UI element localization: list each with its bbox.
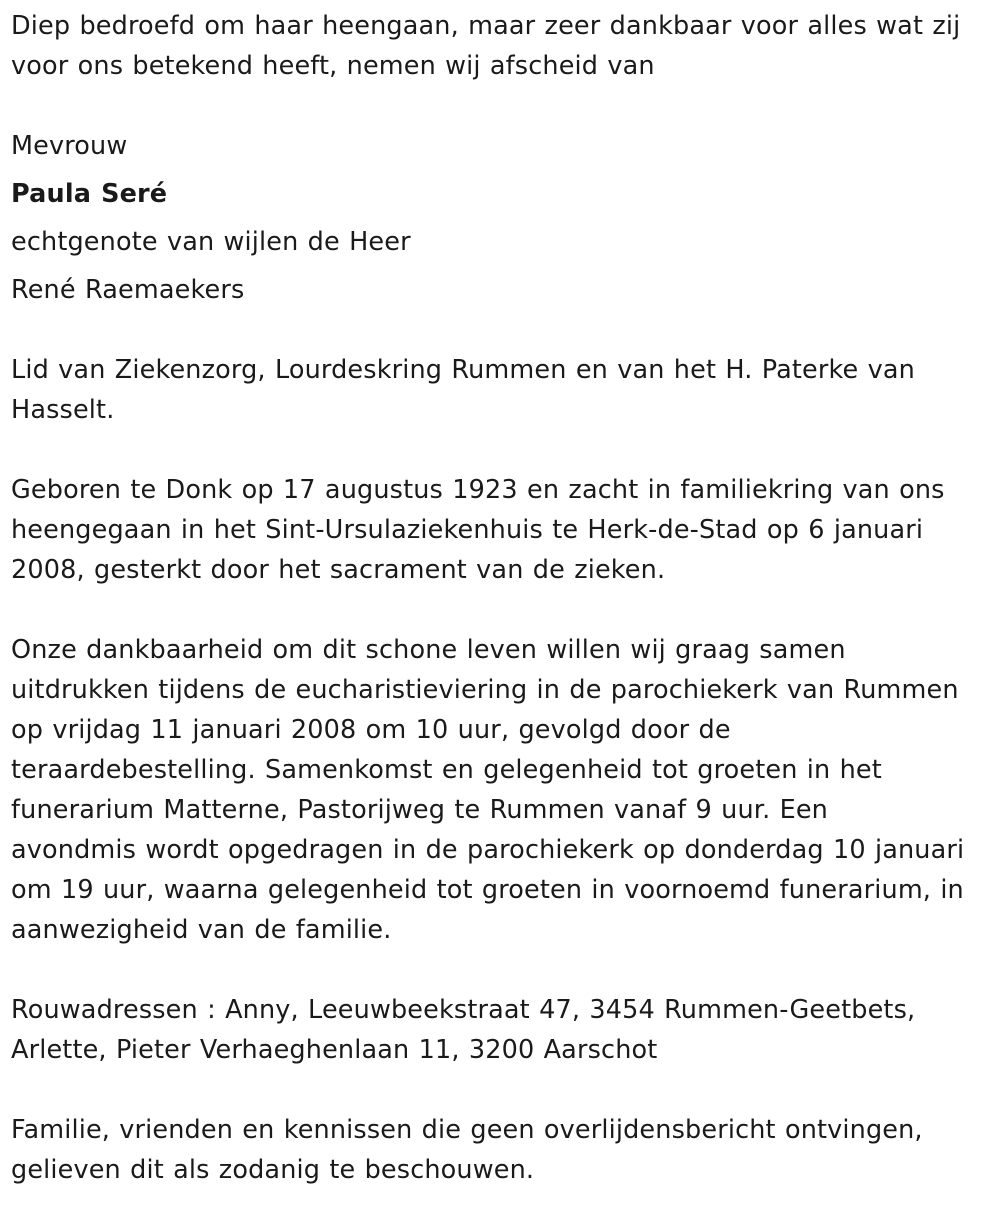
ceremony-line: teraardebestelling. Samenkomst en gelegenheid tot groeten in het — [11, 755, 882, 785]
intro-line: Diep bedroefd om haar heengaan, maar zeer dankbaar voor alles wat zij — [11, 11, 961, 41]
ceremony-line: avondmis wordt opgedragen in de parochiekerk op donderdag 10 januari — [11, 835, 965, 865]
birth-death-paragraph — [11, 470, 990, 590]
closing-line: Familie, vrienden en kennissen die geen overlijdensbericht ontvingen, — [11, 1115, 923, 1145]
membership-line: Hasselt. — [11, 395, 115, 425]
ceremony-paragraph — [11, 630, 990, 950]
intro-line: voor ons betekend heeft, nemen wij afscheid van — [11, 51, 655, 81]
address-line: Rouwadressen : Anny, Leeuwbeekstraat 47, 3454 Rummen-Geetbets, — [11, 995, 916, 1025]
closing-line: gelieven dit als zodanig te beschouwen. — [11, 1155, 535, 1185]
intro-paragraph — [11, 6, 990, 86]
spouse-name: René Raemaekers — [11, 275, 245, 305]
ceremony-line: op vrijdag 11 januari 2008 om 10 uur, gevolgd door de — [11, 715, 731, 745]
ceremony-line: funerarium Matterne, Pastorijweg te Rummen vanaf 9 uur. Een — [11, 795, 828, 825]
address-line: Arlette, Pieter Verhaeghenlaan 11, 3200 Aarschot — [11, 1035, 658, 1065]
salutation: Mevrouw — [11, 131, 128, 161]
addresses-paragraph — [11, 990, 990, 1070]
ceremony-line: om 19 uur, waarna gelegenheid tot groeten in voornoemd funerarium, in — [11, 875, 964, 905]
deceased-block — [11, 122, 990, 314]
membership-line: Lid van Ziekenzorg, Lourdeskring Rummen en van het H. Paterke van — [11, 355, 915, 385]
birth-death-line: Geboren te Donk op 17 augustus 1923 en zacht in familiekring van ons — [11, 475, 945, 505]
ceremony-line: Onze dankbaarheid om dit schone leven willen wij graag samen — [11, 635, 846, 665]
closing-paragraph — [11, 1110, 990, 1190]
membership-paragraph — [11, 350, 990, 430]
relation-text: echtgenote van wijlen de Heer — [11, 227, 411, 257]
birth-death-line: heengegaan in het Sint-Ursulaziekenhuis te Herk-de-Stad op 6 januari — [11, 515, 924, 545]
deceased-name: Paula Seré — [11, 179, 168, 209]
ceremony-line: aanwezigheid van de familie. — [11, 915, 392, 945]
ceremony-line: uitdrukken tijdens de eucharistieviering in de parochiekerk van Rummen — [11, 675, 959, 705]
birth-death-line: 2008, gesterkt door het sacrament van de zieken. — [11, 555, 666, 585]
